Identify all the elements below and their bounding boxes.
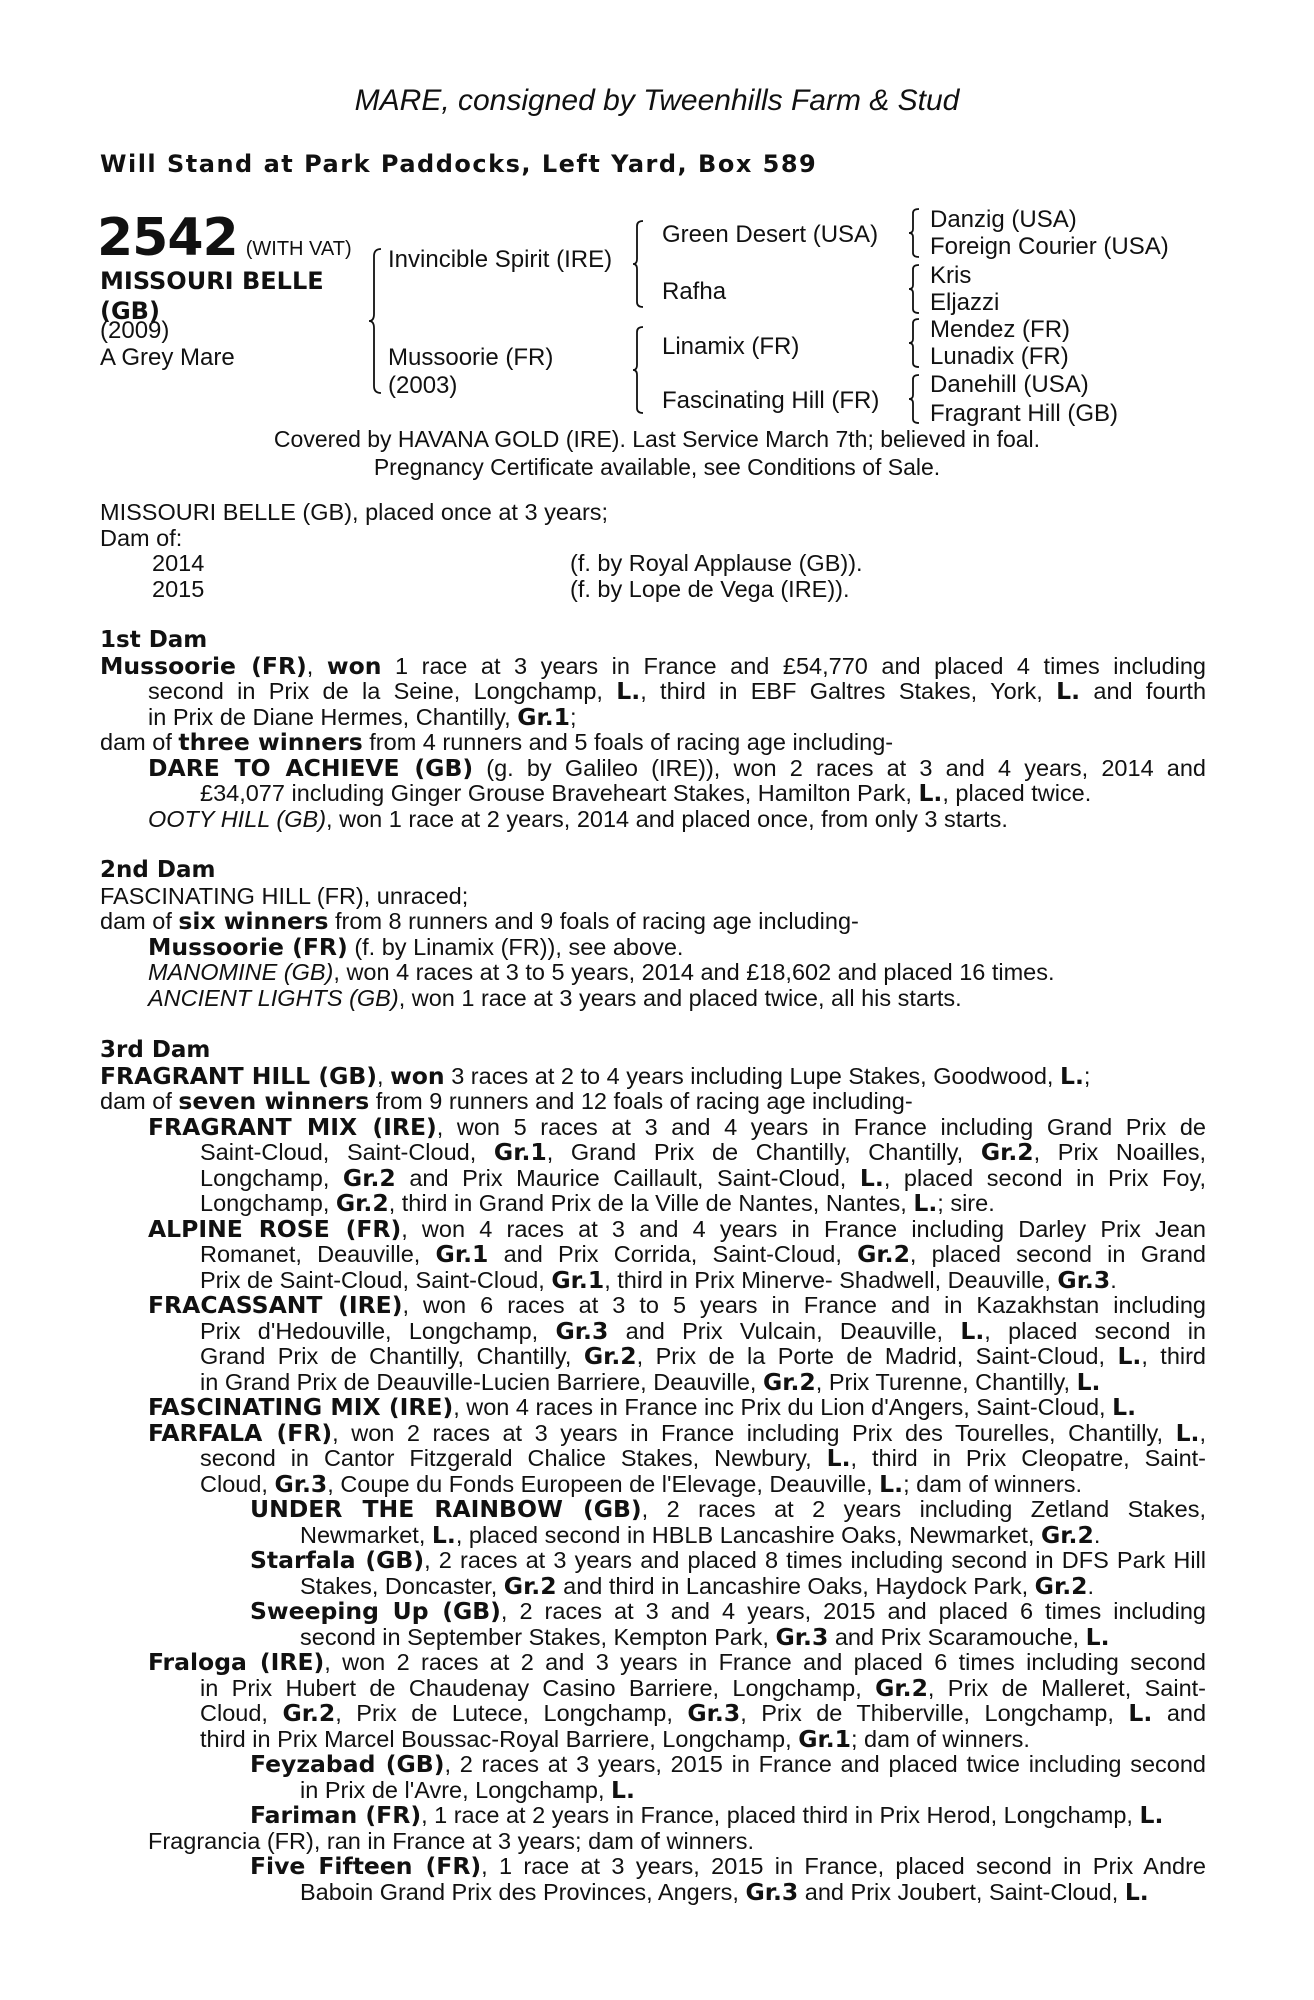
produce-intro: MISSOURI BELLE (GB), placed once at 3 years; (100, 499, 609, 525)
pedigree-sire-dam: Rafha (662, 278, 727, 305)
third-dam-damof: dam of seven winners from 9 runners and 12 foals of racing age including- (100, 1087, 913, 1115)
third-dam-produce: ALPINE ROSE (FR), won 4 races at 3 and 4 years in France including Darley Prix Jean (148, 1214, 1206, 1243)
first-dam-line: Mussoorie (FR), won 1 race at 3 years in France and £54,770 and placed 4 times including (100, 651, 1206, 680)
third-dam-section (100, 1038, 1206, 1905)
third-dam-produce: Longchamp, Gr.2 and Prix Maurice Caillault, Saint-Cloud, L., placed second in Prix Foy, (200, 1163, 1206, 1192)
third-dam-produce: Cloud, Gr.2, Prix de Lutece, Longchamp, Gr.3, Prix de Thiberville, Longchamp, L. and (200, 1699, 1207, 1727)
stand-location: Will Stand at Park Paddocks, Left Yard, Box 589 (100, 150, 818, 178)
lot-header (97, 208, 352, 268)
lot-number: 2542 (97, 208, 238, 268)
produce-year: 2014 (152, 550, 205, 576)
third-dam-produce: Cloud, Gr.3, Coupe du Fonds Europeen de l'Elevage, Deauville, L.; dam of winners. (200, 1469, 1082, 1498)
produce-row (100, 577, 1206, 603)
pedigree-gg-6: Lunadix (FR) (930, 343, 1069, 370)
first-dam-heading: 1st Dam (100, 627, 208, 653)
pedigree-gg-2: Foreign Courier (USA) (930, 233, 1169, 260)
second-dam-produce: ANCIENT LIGHTS (GB), won 1 race at 3 years and placed twice, all his starts. (148, 984, 962, 1011)
covered-line-1: Covered by HAVANA GOLD (IRE). Last Service March 7th; believed in foal. (273, 426, 1041, 452)
first-dam-damof: dam of three winners from 4 runners and 5 foals of racing age including- (100, 728, 894, 756)
pedigree-dam: Mussoorie (FR) (388, 344, 554, 371)
third-dam-produce: Sweeping Up (GB), 2 races at 3 and 4 years, 2015 and placed 6 times including (250, 1597, 1206, 1625)
pedigree-dam-dam: Fascinating Hill (FR) (662, 387, 880, 414)
first-dam-line: second in Prix de la Seine, Longchamp, L., third in EBF Galtres Stakes, York, L. and fourth (148, 677, 1207, 705)
third-dam-produce: Romanet, Deauville, Gr.1 and Prix Corrida, Saint-Cloud, Gr.2, placed second in Grand (200, 1240, 1207, 1268)
pedigree-gg-5: Mendez (FR) (930, 316, 1071, 343)
pedigree-brace-g1 (908, 208, 920, 258)
pedigree-brace-g3 (908, 318, 920, 368)
pedigree-gg-7: Danehill (USA) (930, 371, 1089, 398)
third-dam-produce: Saint-Cloud, Saint-Cloud, Gr.1, Grand Prix de Chantilly, Chantilly, Gr.2, Prix Noailles, (200, 1138, 1207, 1166)
third-dam-produce: in Grand Prix de Deauville-Lucien Barriere, Deauville, Gr.2, Prix Turenne, Chantilly, L. (200, 1367, 1101, 1396)
third-dam-produce: Baboin Grand Prix des Provinces, Angers, Gr.3 and Prix Joubert, Saint-Cloud, L. (300, 1877, 1149, 1906)
pedigree-gg-4: Eljazzi (930, 289, 1000, 316)
produce-row (100, 551, 1206, 577)
third-dam-produce: FARFALA (FR), won 2 races at 3 years in France including Prix des Tourelles, Chantilly, L., (148, 1418, 1207, 1447)
third-dam-produce: Feyzabad (GB), 2 races at 3 years, 2015 in France and placed twice including second (250, 1750, 1206, 1778)
third-dam-produce: in Prix de l'Avre, Longchamp, L. (300, 1775, 635, 1804)
produce-sire: (f. by Lope de Vega (IRE)). (570, 575, 850, 602)
first-dam-produce: £34,077 including Ginger Grouse Braveheart Stakes, Hamilton Park, L., placed twice. (200, 779, 1092, 807)
third-dam-produce: Prix de Saint-Cloud, Saint-Cloud, Gr.1, third in Prix Minerve- Shadwell, Deauville, Gr.3. (200, 1265, 1117, 1294)
first-dam-line: in Prix de Diane Hermes, Chantilly, Gr.1; (148, 702, 577, 731)
second-dam-intro: FASCINATING HILL (FR), unraced; (100, 882, 469, 909)
pedigree-brace-sire (632, 220, 644, 308)
third-dam-produce: Five Fifteen (FR), 1 race at 3 years, 2015 in France, placed second in Prix Andre (250, 1852, 1206, 1880)
pedigree-gg-3: Kris (930, 262, 972, 289)
third-dam-produce: FRACASSANT (IRE), won 6 races at 3 to 5 years in France and in Kazakhstan including (148, 1291, 1206, 1319)
third-dam-produce: FRAGRANT MIX (IRE), won 5 races at 3 and 4 years in France including Grand Prix de (148, 1112, 1206, 1141)
third-dam-produce: Fariman (FR), 1 race at 2 years in France, placed third in Prix Herod, Longchamp, L. (250, 1801, 1164, 1829)
pedigree-brace-main (368, 248, 382, 394)
pedigree-dam-sire: Linamix (FR) (662, 333, 800, 360)
vat-note: (WITH VAT) (245, 238, 352, 260)
third-dam-produce: Starfala (GB), 2 races at 3 years and placed 8 times including second in DFS Park Hill (250, 1546, 1206, 1574)
produce-year: 2015 (152, 575, 205, 602)
third-dam-produce: FASCINATING MIX (IRE), won 4 races in France inc Prix du Lion d'Angers, Saint-Cloud, L. (148, 1393, 1137, 1421)
third-dam-produce: Longchamp, Gr.2, third in Grand Prix de la Ville de Nantes, Nantes, L.; sire. (200, 1189, 995, 1217)
third-dam-produce: second in September Stakes, Kempton Park, Gr.3 and Prix Scaramouche, L. (300, 1622, 1110, 1651)
pedigree-sire-sire: Green Desert (USA) (662, 221, 879, 248)
third-dam-produce: Stakes, Doncaster, Gr.2 and third in Lancashire Oaks, Haydock Park, Gr.2. (300, 1571, 1095, 1600)
horse-name-line2: (GB) (100, 297, 160, 325)
second-dam-produce: MANOMINE (GB), won 4 races at 3 to 5 years, 2014 and £18,602 and placed 16 times. (148, 959, 1055, 985)
second-dam-produce: Mussoorie (FR) (f. by Linamix (FR)), see above. (148, 932, 684, 961)
produce-record (100, 500, 1206, 602)
third-dam-produce: Grand Prix de Chantilly, Chantilly, Gr.2, Prix de la Porte de Madrid, Saint-Cloud, L., third (200, 1342, 1207, 1370)
horse-description: A Grey Mare (100, 344, 235, 371)
produce-dam-of: Dam of: (100, 524, 183, 551)
pedigree-brace-g4 (908, 374, 920, 424)
pedigree-sire: Invincible Spirit (IRE) (388, 246, 613, 273)
third-dam-produce: Newmarket, L., placed second in HBLB Lancashire Oaks, Newmarket, Gr.2. (300, 1520, 1101, 1549)
consignor-line: MARE, consigned by Tweenhills Farm & Stud (354, 84, 960, 117)
second-dam-damof: dam of six winners from 8 runners and 9 foals of racing age including- (100, 907, 859, 935)
third-dam-produce: Fragrancia (FR), ran in France at 3 years; dam of winners. (148, 1827, 754, 1854)
third-dam-produce: Fraloga (IRE), won 2 races at 2 and 3 years in France and placed 6 times including second (148, 1648, 1206, 1676)
pedigree-brace-g2 (908, 264, 920, 314)
third-dam-produce: Prix d'Hedouville, Longchamp, Gr.3 and Prix Vulcain, Deauville, L., placed second in (200, 1316, 1207, 1345)
third-dam-produce: third in Prix Marcel Boussac-Royal Barriere, Longchamp, Gr.1; dam of winners. (200, 1724, 1030, 1753)
pedigree-dam-year: (2003) (388, 372, 458, 399)
third-dam-heading: 3rd Dam (100, 1037, 211, 1063)
third-dam-produce: second in Cantor Fitzgerald Chalice Stakes, Newbury, L., third in Prix Cleopatre, Saint- (200, 1444, 1206, 1472)
first-dam-section (100, 628, 1206, 832)
horse-name-line1: MISSOURI BELLE (100, 267, 324, 295)
first-dam-produce: OOTY HILL (GB), won 1 race at 2 years, 2014 and placed once, from only 3 starts. (148, 805, 1008, 832)
foaling-year: (2009) (100, 317, 170, 344)
covered-line-2: Pregnancy Certificate available, see Conditions of Sale. (373, 454, 941, 480)
second-dam-section (100, 858, 1206, 1011)
produce-sire: (f. by Royal Applause (GB)). (570, 550, 863, 576)
pedigree-gg-1: Danzig (USA) (930, 206, 1077, 233)
second-dam-heading: 2nd Dam (100, 857, 216, 883)
pedigree-brace-dam (632, 326, 644, 414)
third-dam-produce: UNDER THE RAINBOW (GB), 2 races at 2 years including Zetland Stakes, (250, 1495, 1206, 1523)
first-dam-produce: DARE TO ACHIEVE (GB) (g. by Galileo (IRE)), won 2 races at 3 and 4 years, 2014 and (148, 753, 1207, 782)
third-dam-produce: in Prix Hubert de Chaudenay Casino Barriere, Longchamp, Gr.2, Prix de Malleret, Saint- (200, 1673, 1206, 1702)
third-dam-intro: FRAGRANT HILL (GB), won 3 races at 2 to 4 years including Lupe Stakes, Goodwood, L.; (100, 1061, 1091, 1090)
covered-notice (0, 425, 1314, 481)
pedigree-gg-8: Fragrant Hill (GB) (930, 400, 1119, 427)
